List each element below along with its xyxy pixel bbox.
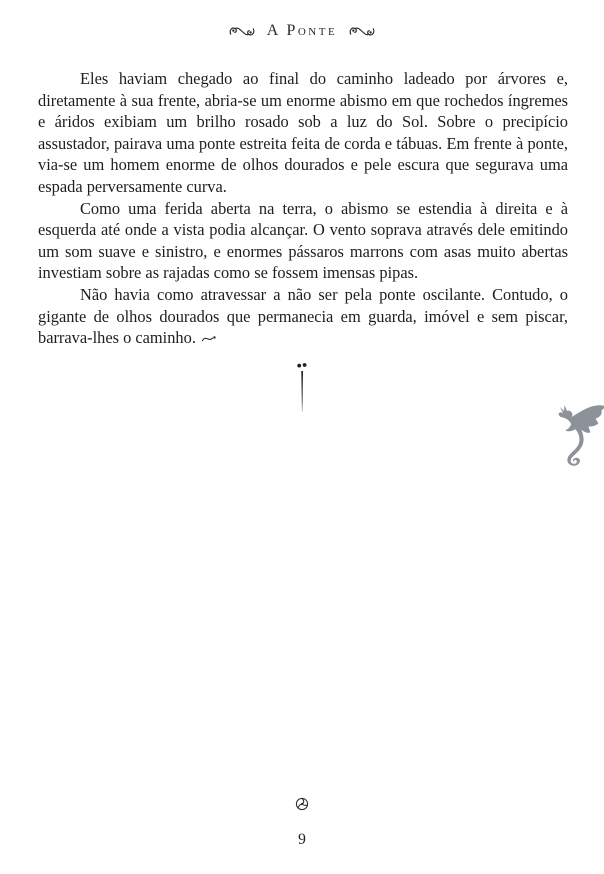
- flourish-right-icon: [348, 25, 376, 38]
- chapter-title: A Ponte: [266, 22, 338, 39]
- chapter-header: [0, 22, 604, 40]
- page-number: 9: [298, 831, 306, 848]
- paragraph-text: Não havia como atravessar a não ser pela ponte oscilante. Contudo, o gigante de olhos dourados que permanecia em guarda, imóvel e sem piscar, barrava-lhes o caminho.: [38, 284, 568, 348]
- paragraph-2: [38, 198, 568, 284]
- paragraph-text: Como uma ferida aberta na terra, o abismo se estendia à direita e à esquerda até onde a vista podia alcançar. O vento soprava através dele emitindo um som suave e sinistro, e enormes pássaros marrons com asas muito abertas investiam sobre as rajadas como se fossem imensas pipas.: [38, 198, 568, 283]
- footer-ornament: [0, 797, 604, 811]
- paragraph-end-swirl-icon: [201, 334, 217, 343]
- paragraph-text: Eles haviam chegado ao final do caminho ladeado por árvores e, diretamente à sua frente, abria-se um enorme abismo em que rochedos íngremes e áridos exibiam um brilho rosado sob a luz do Sol. Sobre o precipício assustador, pairava uma ponte estreita feita de corda e tábuas. Em frente à ponte, via-se um homem enorme de olhos dourados e pele escura que segurava uma espada perversamente curva.: [38, 69, 568, 196]
- dragon-ornament: [555, 402, 604, 466]
- pinwheel-knot-icon: [295, 797, 309, 811]
- paragraph-1: [38, 68, 568, 198]
- dragon-icon: [555, 402, 604, 466]
- needle-with-dots-icon: [293, 362, 311, 414]
- paragraph-3: [38, 284, 568, 349]
- scene-break-ornament: [0, 362, 604, 419]
- flourish-left-icon: [228, 25, 256, 38]
- body-text: [38, 68, 568, 349]
